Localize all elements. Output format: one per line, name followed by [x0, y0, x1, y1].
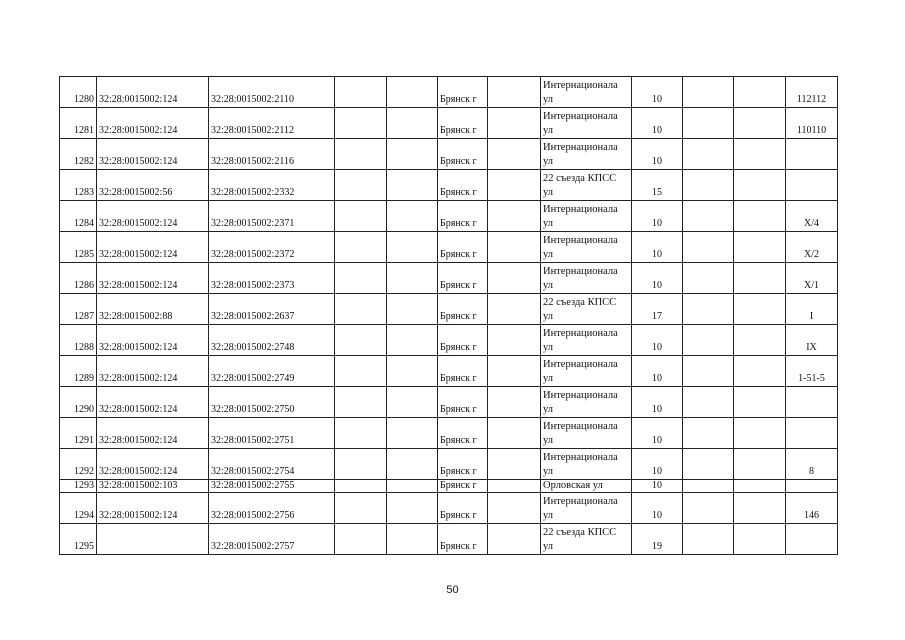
cadastral-number-cell: 32:28:0015002:2757: [209, 524, 335, 555]
street-cell: [541, 263, 632, 294]
cadastral-number-cell: 32:28:0015002:2373: [209, 263, 335, 294]
empty-cell: [335, 201, 387, 232]
city-cell: Брянск г: [438, 449, 488, 480]
cadastral-number-cell: 32:28:0015002:2116: [209, 139, 335, 170]
cadastral-number-cell: 32:28:0015002:2754: [209, 449, 335, 480]
street-cell: [541, 201, 632, 232]
street-name-line: Интернационала: [543, 421, 618, 432]
row-number-cell: 1288: [60, 325, 97, 356]
city-cell: Брянск г: [438, 480, 488, 493]
empty-cell: [335, 524, 387, 555]
apartment-cell: [786, 418, 838, 449]
empty-cell: [488, 201, 541, 232]
empty-cell: [335, 480, 387, 493]
city-cell: Брянск г: [438, 77, 488, 108]
row-number-cell: 1290: [60, 387, 97, 418]
apartment-cell: [786, 387, 838, 418]
empty-cell: [488, 493, 541, 524]
table-row: [60, 77, 838, 108]
street-cell: [541, 449, 632, 480]
apartment-cell: X/2: [786, 232, 838, 263]
apartment-cell: 110110: [786, 108, 838, 139]
table-row: [60, 294, 838, 325]
empty-cell: [488, 524, 541, 555]
street-type-line: ул: [543, 404, 554, 415]
empty-cell: [683, 418, 734, 449]
empty-cell: [335, 263, 387, 294]
street-type-line: ул: [543, 218, 554, 229]
city-cell: Брянск г: [438, 524, 488, 555]
parent-cadastral-number-cell: 32:28:0015002:124: [97, 108, 209, 139]
street-name-line: Интернационала: [543, 390, 618, 401]
house-number-cell: 10: [632, 201, 683, 232]
empty-cell: [335, 232, 387, 263]
parent-cadastral-number-cell: 32:28:0015002:124: [97, 325, 209, 356]
empty-cell: [683, 356, 734, 387]
empty-cell: [335, 139, 387, 170]
empty-cell: [488, 387, 541, 418]
house-number-cell: 15: [632, 170, 683, 201]
empty-cell: [734, 524, 786, 555]
empty-cell: [734, 263, 786, 294]
empty-cell: [335, 387, 387, 418]
table-row: [60, 263, 838, 294]
empty-cell: [683, 480, 734, 493]
row-number-cell: 1289: [60, 356, 97, 387]
empty-cell: [683, 139, 734, 170]
row-number-cell: 1280: [60, 77, 97, 108]
street-type-line: ул: [543, 435, 554, 446]
cadastral-number-cell: 32:28:0015002:2112: [209, 108, 335, 139]
street-cell: [541, 139, 632, 170]
street-name-line: Интернационала: [543, 359, 618, 370]
street-name-line: Интернационала: [543, 111, 618, 122]
row-number-cell: 1281: [60, 108, 97, 139]
empty-cell: [387, 449, 438, 480]
street-type-line: ул: [543, 156, 554, 167]
empty-cell: [488, 232, 541, 263]
empty-cell: [387, 201, 438, 232]
apartment-cell: 112112: [786, 77, 838, 108]
empty-cell: [734, 77, 786, 108]
row-number-cell: 1284: [60, 201, 97, 232]
city-cell: Брянск г: [438, 356, 488, 387]
cadastral-number-cell: 32:28:0015002:2372: [209, 232, 335, 263]
empty-cell: [387, 418, 438, 449]
row-number-cell: 1295: [60, 524, 97, 555]
street-name-line: 22 съезда КПСС: [543, 527, 617, 538]
empty-cell: [734, 108, 786, 139]
street-cell: [541, 108, 632, 139]
empty-cell: [734, 356, 786, 387]
table-row: [60, 325, 838, 356]
empty-cell: [734, 480, 786, 493]
street-type-line: ул: [543, 342, 554, 353]
empty-cell: [734, 170, 786, 201]
row-number-cell: 1294: [60, 493, 97, 524]
empty-cell: [734, 449, 786, 480]
empty-cell: [683, 387, 734, 418]
street-cell: [541, 232, 632, 263]
empty-cell: [488, 77, 541, 108]
empty-cell: [683, 294, 734, 325]
street-name-line: 22 съезда КПСС: [543, 173, 617, 184]
apartment-cell: [786, 480, 838, 493]
parent-cadastral-number-cell: 32:28:0015002:124: [97, 356, 209, 387]
empty-cell: [387, 232, 438, 263]
empty-cell: [734, 493, 786, 524]
empty-cell: [387, 524, 438, 555]
street-type-line: ул: [543, 311, 554, 322]
street-name-line: Интернационала: [543, 328, 618, 339]
house-number-cell: 10: [632, 325, 683, 356]
street-name-line: 22 съезда КПСС: [543, 297, 617, 308]
row-number-cell: 1283: [60, 170, 97, 201]
table-row: [60, 449, 838, 480]
row-number-cell: 1286: [60, 263, 97, 294]
cadastral-number-cell: 32:28:0015002:2756: [209, 493, 335, 524]
empty-cell: [734, 418, 786, 449]
street-type-line: ул: [543, 466, 554, 477]
parent-cadastral-number-cell: [97, 524, 209, 555]
cadastral-number-cell: 32:28:0015002:2750: [209, 387, 335, 418]
empty-cell: [387, 294, 438, 325]
city-cell: Брянск г: [438, 170, 488, 201]
apartment-cell: [786, 524, 838, 555]
apartment-cell: [786, 170, 838, 201]
parent-cadastral-number-cell: 32:28:0015002:124: [97, 77, 209, 108]
street-type-line: ул: [543, 249, 554, 260]
cadastral-number-cell: 32:28:0015002:2110: [209, 77, 335, 108]
city-cell: Брянск г: [438, 493, 488, 524]
cadastral-number-cell: 32:28:0015002:2748: [209, 325, 335, 356]
street-name-line: Орловская ул: [543, 480, 603, 491]
row-number-cell: 1287: [60, 294, 97, 325]
parent-cadastral-number-cell: 32:28:0015002:124: [97, 201, 209, 232]
empty-cell: [488, 263, 541, 294]
city-cell: Брянск г: [438, 201, 488, 232]
empty-cell: [683, 263, 734, 294]
cadastral-register-table: [59, 76, 838, 555]
street-name-line: Интернационала: [543, 142, 618, 153]
row-number-cell: 1285: [60, 232, 97, 263]
cadastral-number-cell: 32:28:0015002:2332: [209, 170, 335, 201]
street-name-line: Интернационала: [543, 496, 618, 507]
house-number-cell: 10: [632, 108, 683, 139]
empty-cell: [488, 480, 541, 493]
empty-cell: [734, 325, 786, 356]
city-cell: Брянск г: [438, 387, 488, 418]
empty-cell: [335, 418, 387, 449]
city-cell: Брянск г: [438, 294, 488, 325]
empty-cell: [488, 108, 541, 139]
empty-cell: [488, 294, 541, 325]
parent-cadastral-number-cell: 32:28:0015002:124: [97, 493, 209, 524]
street-cell: [541, 356, 632, 387]
parent-cadastral-number-cell: 32:28:0015002:124: [97, 449, 209, 480]
empty-cell: [683, 170, 734, 201]
row-number-cell: 1291: [60, 418, 97, 449]
street-name-line: Интернационала: [543, 266, 618, 277]
empty-cell: [335, 325, 387, 356]
empty-cell: [387, 493, 438, 524]
apartment-cell: [786, 139, 838, 170]
empty-cell: [387, 108, 438, 139]
house-number-cell: 10: [632, 387, 683, 418]
parent-cadastral-number-cell: 32:28:0015002:124: [97, 263, 209, 294]
empty-cell: [387, 325, 438, 356]
empty-cell: [387, 77, 438, 108]
house-number-cell: 10: [632, 139, 683, 170]
empty-cell: [734, 232, 786, 263]
apartment-cell: IX: [786, 325, 838, 356]
apartment-cell: 146: [786, 493, 838, 524]
apartment-cell: X/1: [786, 263, 838, 294]
empty-cell: [488, 418, 541, 449]
cadastral-number-cell: 32:28:0015002:2751: [209, 418, 335, 449]
empty-cell: [683, 493, 734, 524]
empty-cell: [335, 356, 387, 387]
empty-cell: [734, 387, 786, 418]
street-cell: [541, 387, 632, 418]
street-name-line: Интернационала: [543, 204, 618, 215]
empty-cell: [488, 170, 541, 201]
city-cell: Брянск г: [438, 418, 488, 449]
table-row: [60, 356, 838, 387]
house-number-cell: 10: [632, 77, 683, 108]
parent-cadastral-number-cell: 32:28:0015002:88: [97, 294, 209, 325]
house-number-cell: 17: [632, 294, 683, 325]
street-cell: [541, 77, 632, 108]
street-cell: [541, 325, 632, 356]
cadastral-number-cell: 32:28:0015002:2755: [209, 480, 335, 493]
street-type-line: ул: [543, 510, 554, 521]
parent-cadastral-number-cell: 32:28:0015002:124: [97, 139, 209, 170]
city-cell: Брянск г: [438, 108, 488, 139]
parent-cadastral-number-cell: 32:28:0015002:124: [97, 387, 209, 418]
empty-cell: [387, 139, 438, 170]
empty-cell: [387, 387, 438, 418]
street-name-line: Интернационала: [543, 80, 618, 91]
house-number-cell: 10: [632, 356, 683, 387]
street-type-line: ул: [543, 94, 554, 105]
cadastral-number-cell: 32:28:0015002:2749: [209, 356, 335, 387]
street-type-line: ул: [543, 125, 554, 136]
empty-cell: [387, 170, 438, 201]
apartment-cell: 1-51-5: [786, 356, 838, 387]
empty-cell: [734, 294, 786, 325]
empty-cell: [488, 139, 541, 170]
table-row: [60, 170, 838, 201]
street-cell: [541, 493, 632, 524]
table-row: [60, 108, 838, 139]
street-cell: [541, 170, 632, 201]
empty-cell: [683, 449, 734, 480]
empty-cell: [488, 325, 541, 356]
parent-cadastral-number-cell: 32:28:0015002:56: [97, 170, 209, 201]
empty-cell: [683, 325, 734, 356]
table-row: [60, 232, 838, 263]
row-number-cell: 1293: [60, 480, 97, 493]
city-cell: Брянск г: [438, 232, 488, 263]
street-cell: [541, 418, 632, 449]
empty-cell: [683, 232, 734, 263]
empty-cell: [683, 77, 734, 108]
empty-cell: [335, 493, 387, 524]
street-name-line: Интернационала: [543, 235, 618, 246]
apartment-cell: X/4: [786, 201, 838, 232]
house-number-cell: 10: [632, 232, 683, 263]
empty-cell: [488, 449, 541, 480]
row-number-cell: 1292: [60, 449, 97, 480]
street-type-line: ул: [543, 280, 554, 291]
row-number-cell: 1282: [60, 139, 97, 170]
parent-cadastral-number-cell: 32:28:0015002:124: [97, 232, 209, 263]
house-number-cell: 19: [632, 524, 683, 555]
empty-cell: [387, 356, 438, 387]
table-row: [60, 480, 838, 493]
city-cell: Брянск г: [438, 325, 488, 356]
city-cell: Брянск г: [438, 263, 488, 294]
parent-cadastral-number-cell: 32:28:0015002:124: [97, 418, 209, 449]
cadastral-number-cell: 32:28:0015002:2637: [209, 294, 335, 325]
empty-cell: [683, 524, 734, 555]
street-type-line: ул: [543, 541, 554, 552]
empty-cell: [335, 294, 387, 325]
street-type-line: ул: [543, 373, 554, 384]
street-cell: [541, 480, 632, 493]
empty-cell: [683, 201, 734, 232]
table-row: [60, 524, 838, 555]
page-number: 50: [446, 584, 459, 596]
empty-cell: [488, 356, 541, 387]
cadastral-number-cell: 32:28:0015002:2371: [209, 201, 335, 232]
table-row: [60, 493, 838, 524]
table-row: [60, 418, 838, 449]
apartment-cell: 8: [786, 449, 838, 480]
empty-cell: [387, 480, 438, 493]
empty-cell: [335, 170, 387, 201]
empty-cell: [335, 108, 387, 139]
street-type-line: ул: [543, 187, 554, 198]
house-number-cell: 10: [632, 418, 683, 449]
street-name-line: Интернационала: [543, 452, 618, 463]
table-row: [60, 387, 838, 418]
city-cell: Брянск г: [438, 139, 488, 170]
empty-cell: [683, 108, 734, 139]
empty-cell: [734, 201, 786, 232]
house-number-cell: 10: [632, 493, 683, 524]
house-number-cell: 10: [632, 449, 683, 480]
street-cell: [541, 294, 632, 325]
apartment-cell: I: [786, 294, 838, 325]
street-cell: [541, 524, 632, 555]
house-number-cell: 10: [632, 263, 683, 294]
empty-cell: [387, 263, 438, 294]
empty-cell: [335, 77, 387, 108]
table-row: [60, 139, 838, 170]
house-number-cell: 10: [632, 480, 683, 493]
empty-cell: [734, 139, 786, 170]
empty-cell: [335, 449, 387, 480]
parent-cadastral-number-cell: 32:28:0015002:103: [97, 480, 209, 493]
table-row: [60, 201, 838, 232]
